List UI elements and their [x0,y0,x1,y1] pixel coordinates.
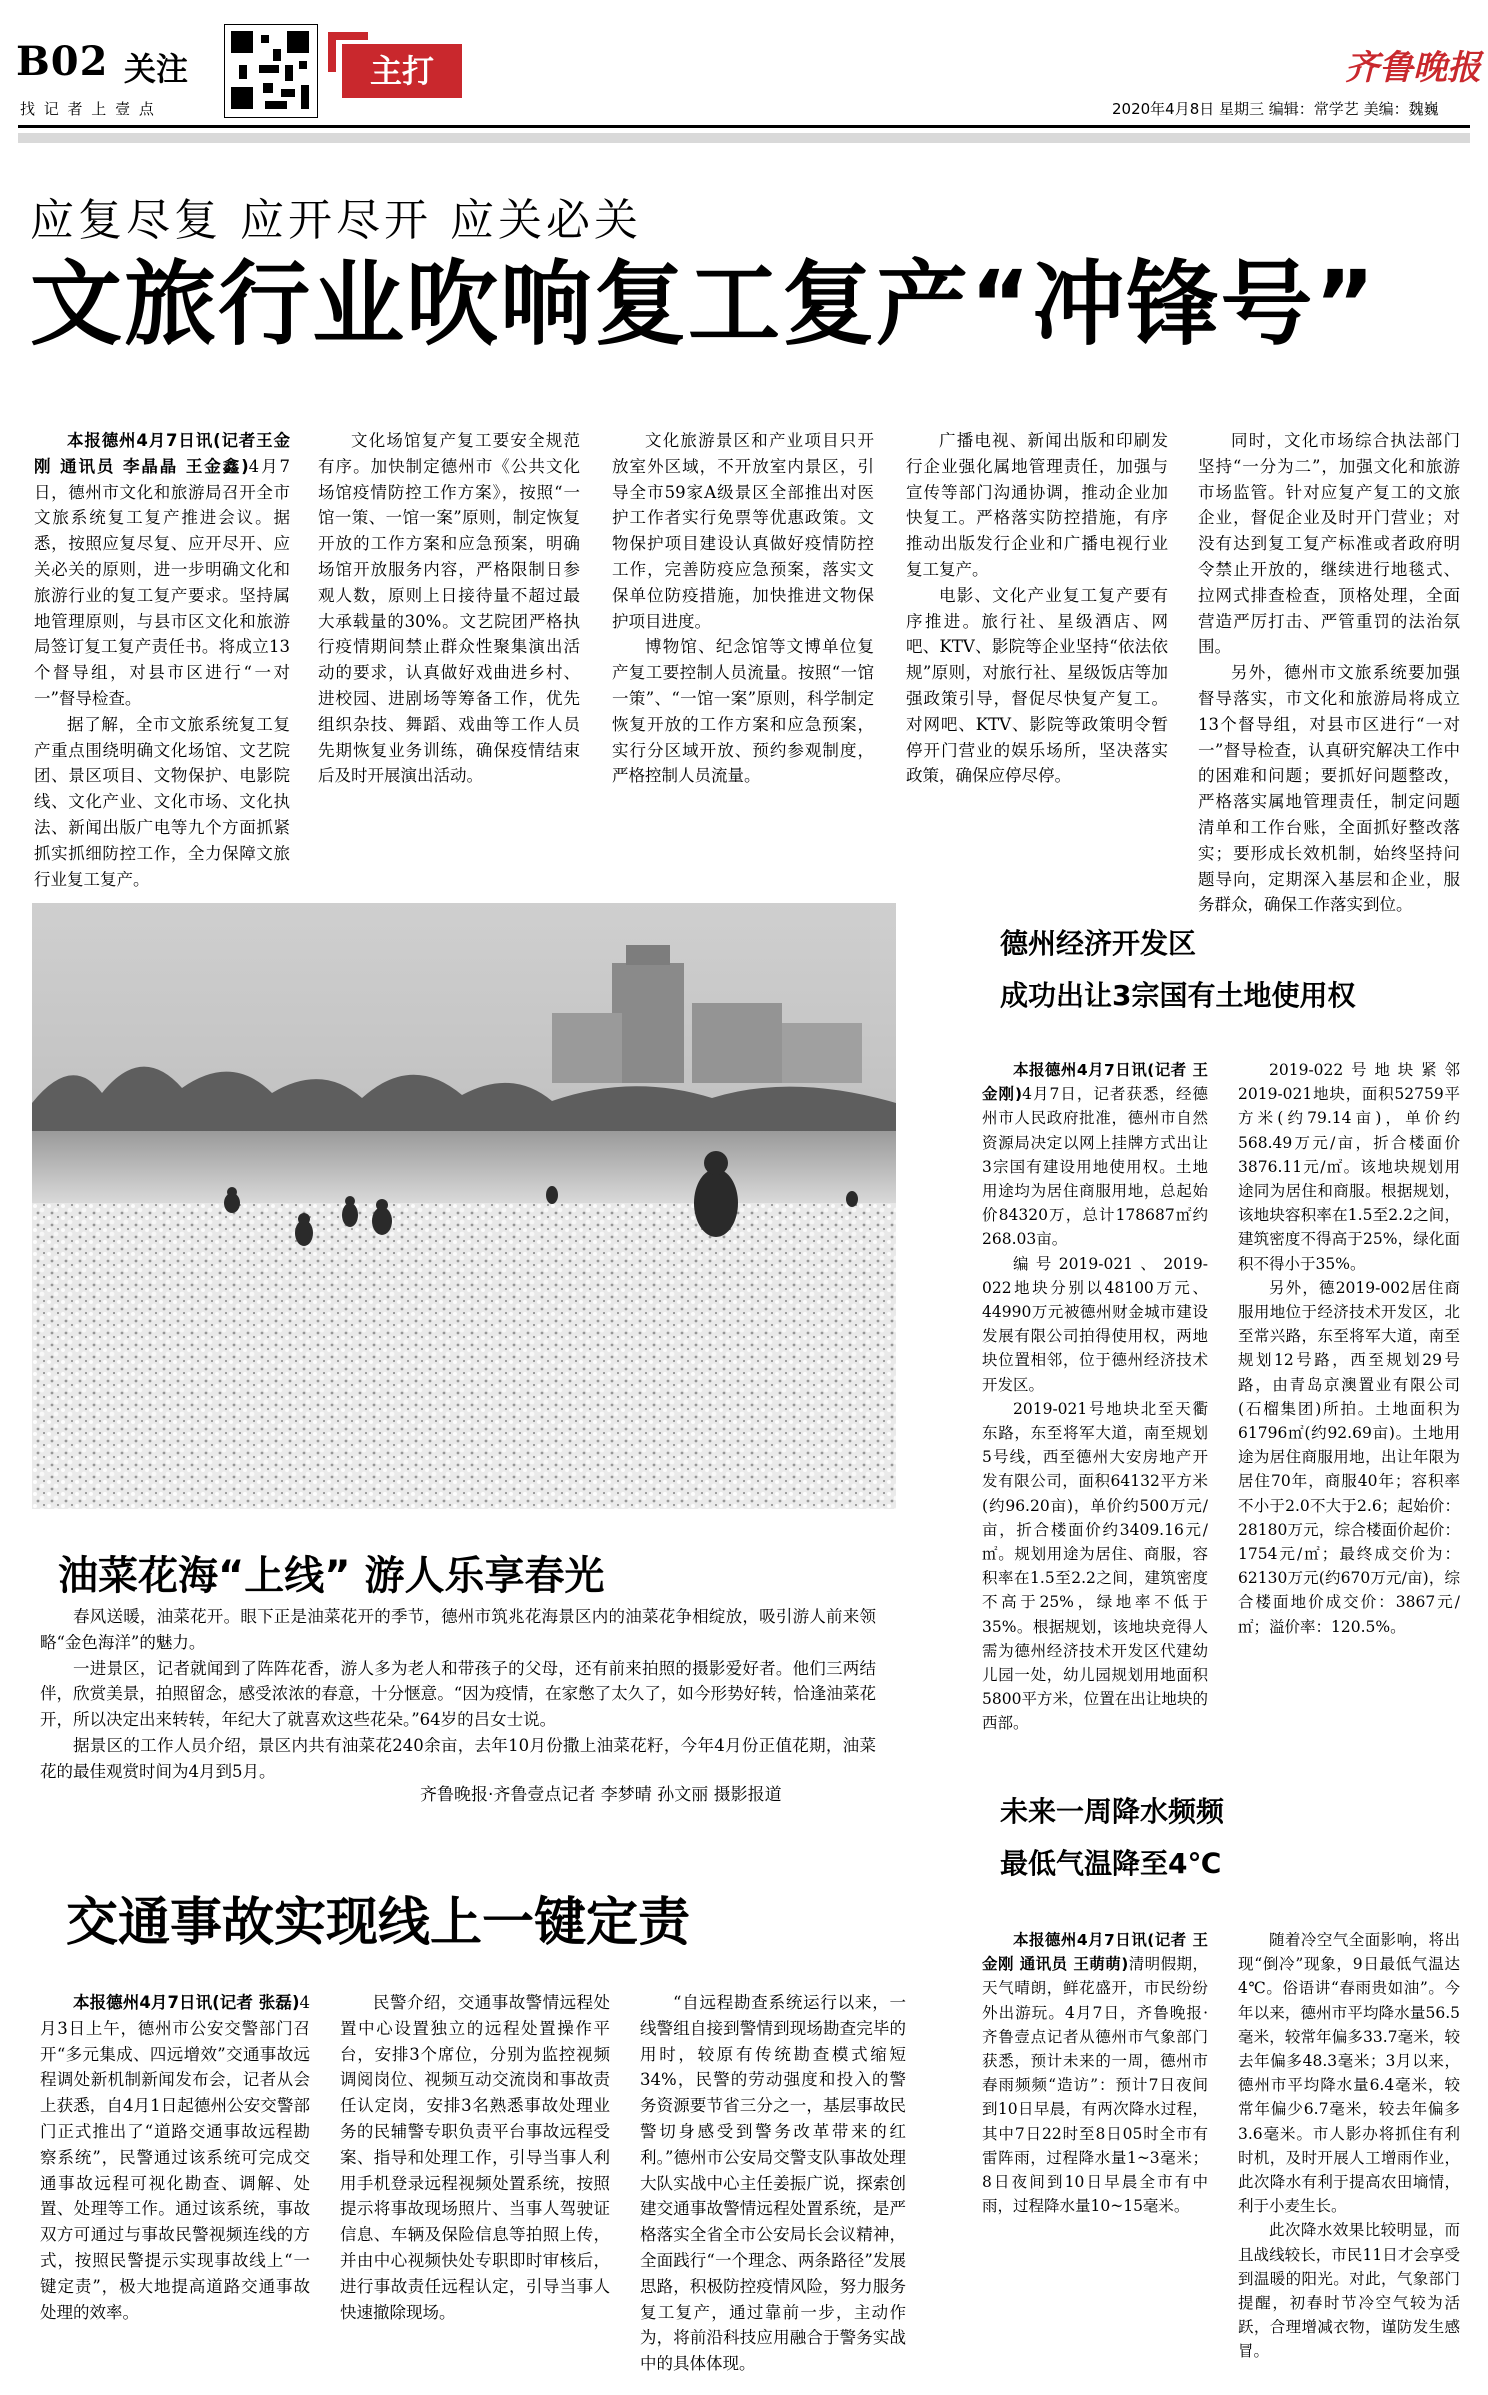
page-number: B02 [16,38,109,85]
lead-p7: 电影、文化产业复工复产要有序推进。旅行社、星级酒店、网吧、KTV、影院等企业坚持“依法依规”原则，对旅行社、星级饭店等加强政策引导，督促尽快复产复工。对网吧、KTV、影院等政策明令暂停开门营业的娱乐场所，坚决落实政策，确保应停尽停。 [906,585,1168,786]
weather-p3: 此次降水效果比较明显，而且战线较长，市民11日才会享受到温暖的阳光。对此，气象部门提醒，初春时节冷空气较为活跃，合理增减衣物，谨防发生感冒。 [1238,2221,1460,2361]
land-byline: 本报德州4月7日讯(记者 王金刚) [982,1061,1208,1104]
qr-code-icon[interactable] [224,24,318,118]
photo-story-p2: 一进景区，记者就闻到了阵阵花香，游人多为老人和带孩子的父母，还有前来拍照的摄影爱好者。他们三两结伴，欣赏美景，拍照留念，感受浓浓的春意，十分惬意。“因为疫情，在家憋了太久了，如今形势好转，恰逢油菜花开，所以决定出来转转，年纪大了就喜欢这些花朵。”64岁的吕女士说。 [40,1658,876,1730]
photo-story-p1: 春风送暖，油菜花开。眼下正是油菜花开的季节，德州市筑兆花海景区内的油菜花争相绽放，吸引游人前来领略“金色海洋”的魅力。 [40,1607,876,1652]
lead-p2: 据了解，全市文旅系统复工复产重点围绕明确文化场馆、文艺院团、景区项目、文物保护、电影院线、文化产业、文化市场、文化执法、新闻出版广电等九个方面抓紧抓实抓细防控工作，全力保障文旅行业复工复产。 [34,714,290,889]
rapeseed-field-photo [32,903,896,1509]
traffic-p2: 民警介绍，交通事故警情远程处置中心设置独立的远程处置操作平台，安排3个席位，分别为监控视频调阅岗位、视频互动交流岗和事故责任认定岗，安排3名熟悉事故处理业务的民辅警专职负责平台事故远程受案、指导和处理工作，引导当事人利用手机登录远程视频处置系统，按照提示将事故现场照片、当事人驾驶证信息、车辆及保险信息等拍照上传，并由中心视频快处专职即时审核后，进行事故责任远程认定，引导当事人快速撤除现场。 [340,1993,610,2322]
traffic-p3: “自远程勘查系统运行以来，一线警组自接到警情到现场勘查完毕的用时，较原有传统勘查模式缩短34%，民警的劳动强度和投入的警务资源要节省三分之一，基层事故民警切身感受到警务改革带来的红利。”德州市公安局交警支队事故处理大队实战中心主任姜振广说，探索创建交通事故警情远程处置系统，是严格落实全省全市公安局长会议精神，全面践行“一个理念、两条路径”发展思路，积极防控疫情风险，努力服务复工复产，通过靠前一步，主动作为，将前沿科技应用融合于警务实战中的具体体现。 [640,1993,906,2374]
lead-column-1 [34,428,290,892]
land-p5: 另外，德2019-002居住商服用地位于经济技术开发区，北至常兴路，东至将军大道，南至规划12号路，西至规划29号路，由青岛京澳置业有限公司(石榴集团)所拍。土地面积为61796㎡(约92.69亩)。土地用途为居住商服用地，出让年限为居住70年，商服40年；容积率不小于2.0不大于2.6；起始价：28180万元，综合楼面价起价：1754元/㎡；最终成交价为：62130万元(约670万元/亩)，综合楼面地价成交价：3867元/㎡；溢价率：120.5%。 [1238,1278,1460,1636]
weather-p2: 随着冷空气全面影响，将出现“倒冷”现象，9日最低气温达4℃。俗语讲“春雨贵如油”。今年以来，德州市平均降水量56.5毫米，较常年偏多33.7毫米，较去年偏多48.3毫米；3月以来，德州市平均降水量6.4毫米，较常年偏少6.7毫米，较去年偏多3.6毫米。市人影办将抓住有利时机，及时开展人工增雨作业，此次降水有利于提高农田墒情，利于小麦生长。 [1238,1931,1460,2216]
traffic-title: 交通事故实现线上一键定责 [66,1893,691,1953]
lead-column-5 [1198,428,1460,918]
lead-column-4 [906,428,1168,789]
section-label: 关注 [124,50,189,88]
lead-kicker: 应复尽复 应开尽开 应关必关 [30,195,642,246]
weather-title-2: 最低气温降至4℃ [1000,1847,1222,1880]
lead-p5: 博物馆、纪念馆等文博单位复产复工要控制人员流量。按照“一馆一策”、“一馆一案”原则，科学制定恢复开放的工作方案和应急预案，实行分区域开放、预约参观制度，严格控制人员流量。 [612,637,874,786]
dateline: 2020年4月8日 星期三 编辑：常学艺 美编：魏巍 [1112,100,1439,118]
weather-byline: 本报德州4月7日讯(记者 王金刚 通讯员 王萌萌) [982,1931,1208,1974]
land-title-2: 成功出让3宗国有土地使用权 [1000,979,1356,1012]
traffic-column-2 [340,1990,610,2325]
weather-title-1: 未来一周降水频频 [1000,1795,1225,1828]
lead-column-3 [612,428,874,789]
weather-p1: 清明假期，天气晴朗，鲜花盛开，市民纷纷外出游玩。4月7日，齐鲁晚报·齐鲁壹点记者从德州市气象部门获悉，预计未来的一周，德州市春雨频频“造访”：预计7日夜间到10日早晨，有两次降水过程，其中7日22时至8日05时全市有雷阵雨，过程降水量1~3毫米；8日夜间到10日早晨全市有中雨，过程降水量10~15毫米。 [982,1955,1208,2216]
slogan: 找 记 者 上 壹 点 [20,100,156,118]
lead-column-2 [318,428,580,789]
traffic-byline: 本报德州4月7日讯(记者 张磊) [73,1993,300,2012]
land-p1: 4月7日，记者获悉，经德州市人民政府批准，德州市自然资源局决定以网上挂牌方式出让3宗国有建设用地使用权。土地用途均为居住商服用地，总起始价84320万，总计178687㎡约268.03亩。 [982,1085,1208,1249]
header-band [18,133,1470,143]
land-title-1: 德州经济开发区 [1000,927,1197,960]
traffic-p1: 4月3日上午，德州市公安交警部门召开“多元集成、四远增效”交通事故远程调处新机制新闻发布会，记者从会上获悉，自4月1日起德州公安交警部门正式推出了“道路交通事故远程勘察系统”，民警通过该系统可完成交通事故远程可视化勘查、调解、处置、处理等工作。通过该系统，事故双方可通过与事故民警视频连线的方式，按照民警提示实现事故线上“一键定责”，极大地提高道路交通事故处理的效率。 [40,1993,310,2322]
lead-p1: 4月7日，德州市文化和旅游局召开全市文旅系统复工复产推进会议。据悉，按照应复尽复、应开尽开、应关必关的原则，进一步明确文化和旅游行业的复工复产要求。坚持属地管理原则，与县市区文化和旅游局签订复工复产责任书。将成立13个督导组，对县市区进行“一对一”督导检查。 [34,456,290,708]
land-column-1 [982,1058,1208,1736]
header-rule [18,125,1470,128]
weather-column-1 [982,1928,1208,2218]
badge-label: 主打 [342,44,462,98]
photo-story-title: 油菜花海“上线” 游人乐享春光 [58,1553,605,1599]
lead-headline: 文旅行业吹响复工复产“冲锋号” [30,251,1377,358]
traffic-column-3 [640,1990,906,2377]
lead-p3: 文化场馆复产复工要安全规范有序。加快制定德州市《公共文化场馆疫情防控工作方案》，按照“一馆一策、一馆一案”原则，制定恢复开放的工作方案和应急预案，明确场馆开放服务内容，严格限制日参观人数，原则上日接待量不超过最大承载量的30%。文艺院团严格执行疫情期间禁止群众性聚集演出活动的要求，认真做好戏曲进乡村、进校园、进剧场等筹备工作，优先组织杂技、舞蹈、戏曲等工作人员先期恢复业务训练，确保疫情结束后及时开展演出活动。 [318,431,580,786]
photo-story-text [40,1604,876,1785]
lead-byline: 本报德州4月7日讯(记者王金刚 通讯员 李晶晶 王金鑫) [34,431,290,476]
traffic-column-1 [40,1990,310,2325]
land-p2: 编号2019-021、2019-022地块分别以48100万元、44990万元被德州财金城市建设发展有限公司拍得使用权，两地块位置相邻，位于德州经济技术开发区。 [982,1254,1208,1394]
lead-p8: 同时，文化市场综合执法部门坚持“一分为二”，加强文化和旅游市场监管。针对应复产复工的文旅企业，督促企业及时开门营业；对没有达到复工复产标准或者政府明令禁止开放的，继续进行地毯式、拉网式排查检查，顶格处理，全面营造严厉打击、严管重罚的法治氛围。 [1198,431,1460,657]
photo-illustration [32,903,896,1509]
land-p4: 2019-022号地块紧邻2019-021地块，面积52759平方米(约79.14亩)，单价约568.49万元/亩，折合楼面价3876.11元/㎡。该地块规划用途同为居住和商服。根据规划，该地块容积率在1.5至2.2之间，建筑密度不得高于25%，绿化面积不得小于35%。 [1238,1061,1460,1273]
newspaper-logo: 齐鲁晚报 [1345,48,1481,88]
photo-credit: 齐鲁晚报·齐鲁壹点记者 李梦晴 孙文丽 摄影报道 [420,1785,782,1805]
land-p3: 2019-021号地块北至天衢东路，东至将军大道，南至规划5号线，西至德州大安房地产开发有限公司，面积64132平方米(约96.20亩)，单价约500万元/亩，折合楼面价约3409.16元/㎡。规划用途为居住、商服，容积率在1.5至2.2之间，建筑密度不高于25%，绿地率不低于35%。根据规划，该地块竞得人需为德州经济技术开发区代建幼儿园一处，幼儿园规划用地面积5800平方米，位置在出让地块的西部。 [982,1399,1208,1733]
lead-p9: 另外，德州市文旅系统要加强督导落实，市文化和旅游局将成立13个督导组，对县市区进行“一对一”督导检查，认真研究解决工作中的困难和问题；要抓好问题整改，严格落实属地管理责任，制定问题清单和工作台账，全面抓好整改落实；要形成长效机制，始终坚持问题导向，定期深入基层和企业，服务群众，确保工作落实到位。 [1198,663,1460,915]
photo-story-p3: 据景区的工作人员介绍，景区内共有油菜花240余亩，去年10月份撒上油菜花籽，今年4月份正值花期，油菜花的最佳观赏时间为4月到5月。 [40,1735,876,1781]
land-column-2 [1238,1058,1460,1639]
lead-p6: 广播电视、新闻出版和印刷发行企业强化属地管理责任，加强与宣传等部门沟通协调，推动企业加快复工。严格落实防控措施，有序推动出版发行企业和广播电视行业复工复产。 [906,431,1168,579]
feature-badge [328,32,478,104]
lead-p4: 文化旅游景区和产业项目只开放室外区域，不开放室内景区，引导全市59家A级景区全部推出对医护工作者实行免票等优惠政策。文物保护项目建设认真做好疫情防控工作，完善防疫应急预案，落实文保单位防疫措施，加快推进文物保护项目进度。 [612,431,874,631]
weather-column-2 [1238,1928,1460,2364]
